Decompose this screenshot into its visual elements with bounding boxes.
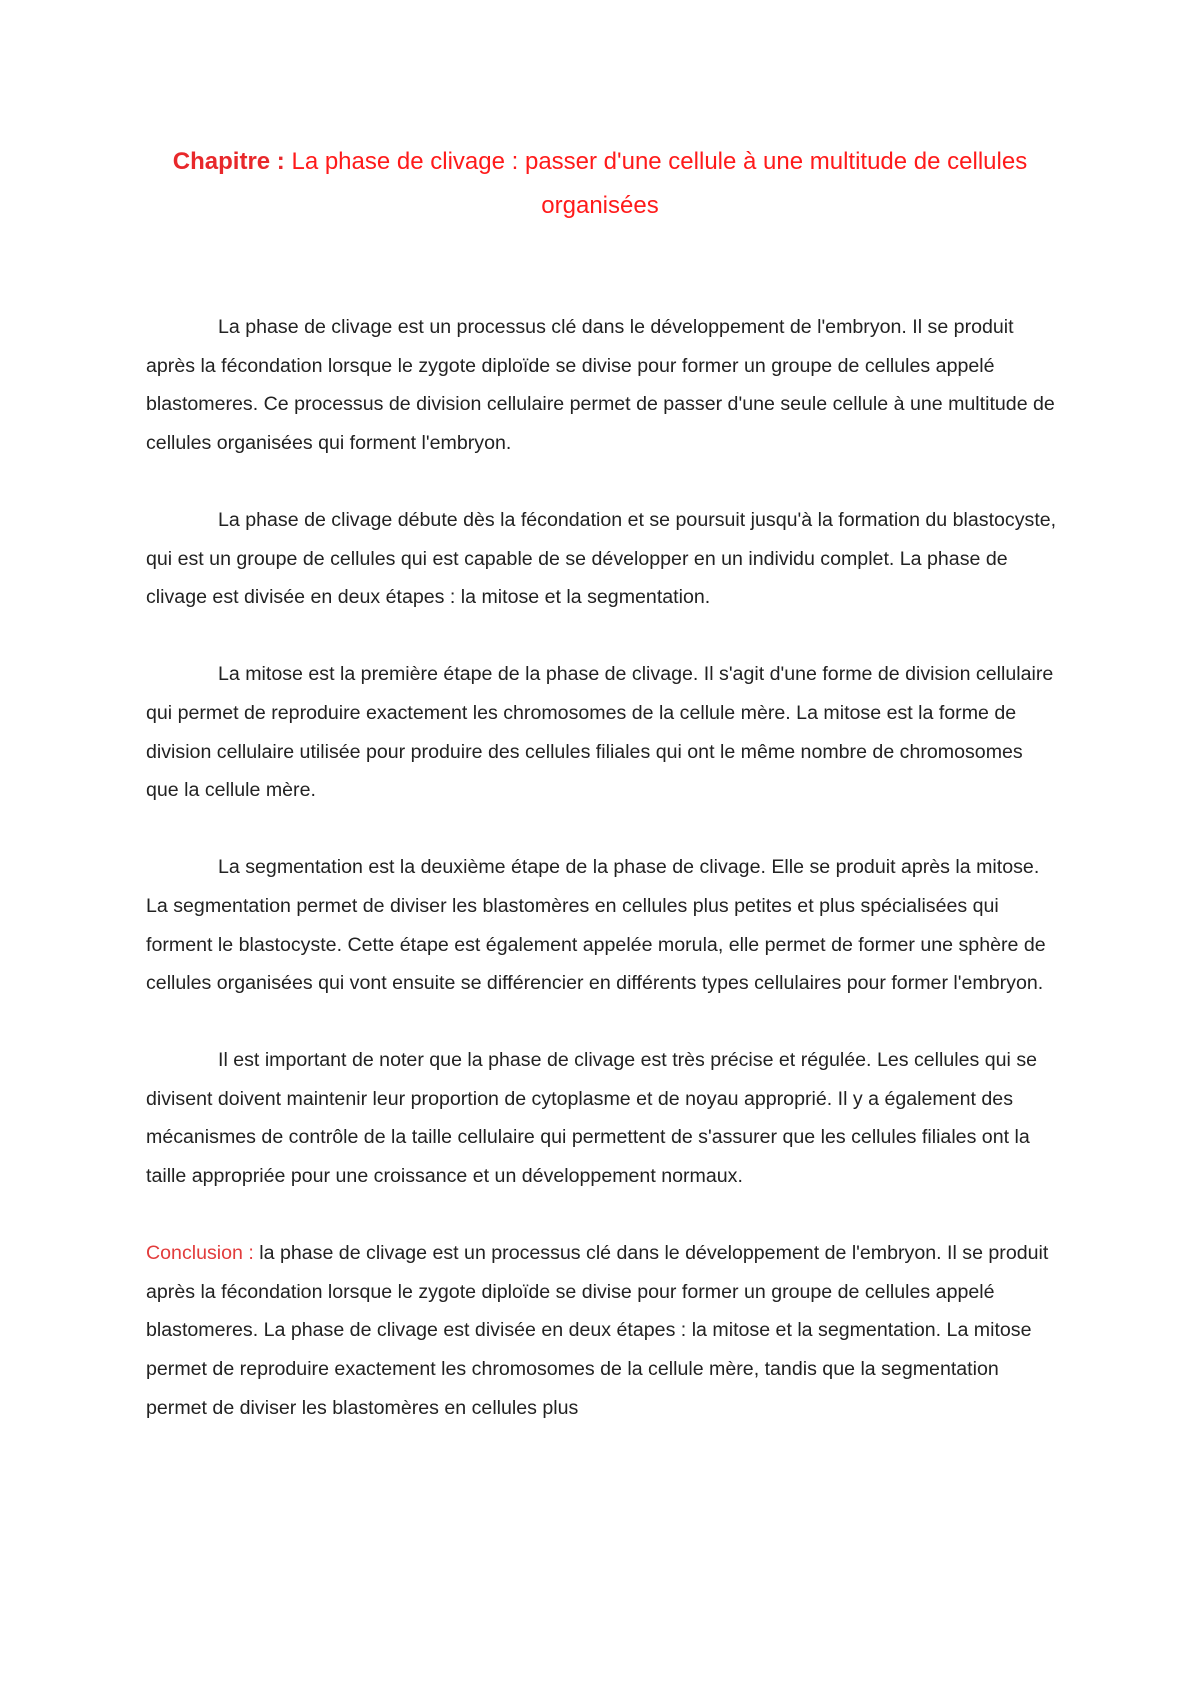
paragraph-mitose: La mitose est la première étape de la phase de clivage. Il s'agit d'une forme de division cellulaire qui permet de reproduire exactement les chromosomes de la cellule mère. La mitose est la forme de division cellulaire utilisée pour produire des cellules filiales qui ont le même nombre de chromosomes que la cellule mère. [146, 663, 1054, 802]
paragraph-conclusion [146, 1234, 1058, 1427]
conclusion-text: la phase de clivage est un processus clé dans le développement de l'embryon. Il se produit après la fécondation lorsque le zygote diploïde se divise pour former un groupe de cellules appelé blastomeres. La phase de clivage est divisée en deux étapes : la mitose et la segmentation. La mitose permet de reproduire exactement les chromosomes de la cellule mère, tandis que la segmentation permet de diviser les blastomères en cellules plus [146, 1242, 1049, 1419]
page-title [146, 140, 1054, 228]
paragraph-timeline: La phase de clivage débute dès la fécondation et se poursuit jusqu'à la formation du blastocyste, qui est un groupe de cellules qui est capable de se développer en un individu complet. La phase de clivage est divisée en deux étapes : la mitose et la segmentation. [146, 508, 1057, 609]
title-text: La phase de clivage : passer d'une cellule à une multitude de cellules organisées [291, 148, 1028, 219]
paragraph-regulation: Il est important de noter que la phase de clivage est très précise et régulée. Les cellules qui se divisent doivent maintenir leur proportion de cytoplasme et de noyau approprié. Il y a également des mécanismes de contrôle de la taille cellulaire qui permettent de s'assurer que les cellules filiales ont la taille appropriée pour une croissance et un développement normaux. [146, 1049, 1038, 1188]
paragraph-segmentation: La segmentation est la deuxième étape de la phase de clivage. Elle se produit après la mitose. La segmentation permet de diviser les blastomères en cellules plus petites et plus spécialisées qui forment le blastocyste. Cette étape est également appelée morula, elle permet de former une sphère de cellules organisées qui vont ensuite se différencier en différents types cellulaires pour former l'embryon. [146, 856, 1046, 995]
conclusion-label: Conclusion : [146, 1242, 254, 1265]
document-body [146, 308, 1058, 1427]
title-label: Chapitre : [172, 148, 285, 175]
paragraph-intro: La phase de clivage est un processus clé dans le développement de l'embryon. Il se produit après la fécondation lorsque le zygote diploïde se divise pour former un groupe de cellules appelé blastomeres. Ce processus de division cellulaire permet de passer d'une seule cellule à une multitude de cellules organisées qui forment l'embryon. [146, 316, 1055, 454]
